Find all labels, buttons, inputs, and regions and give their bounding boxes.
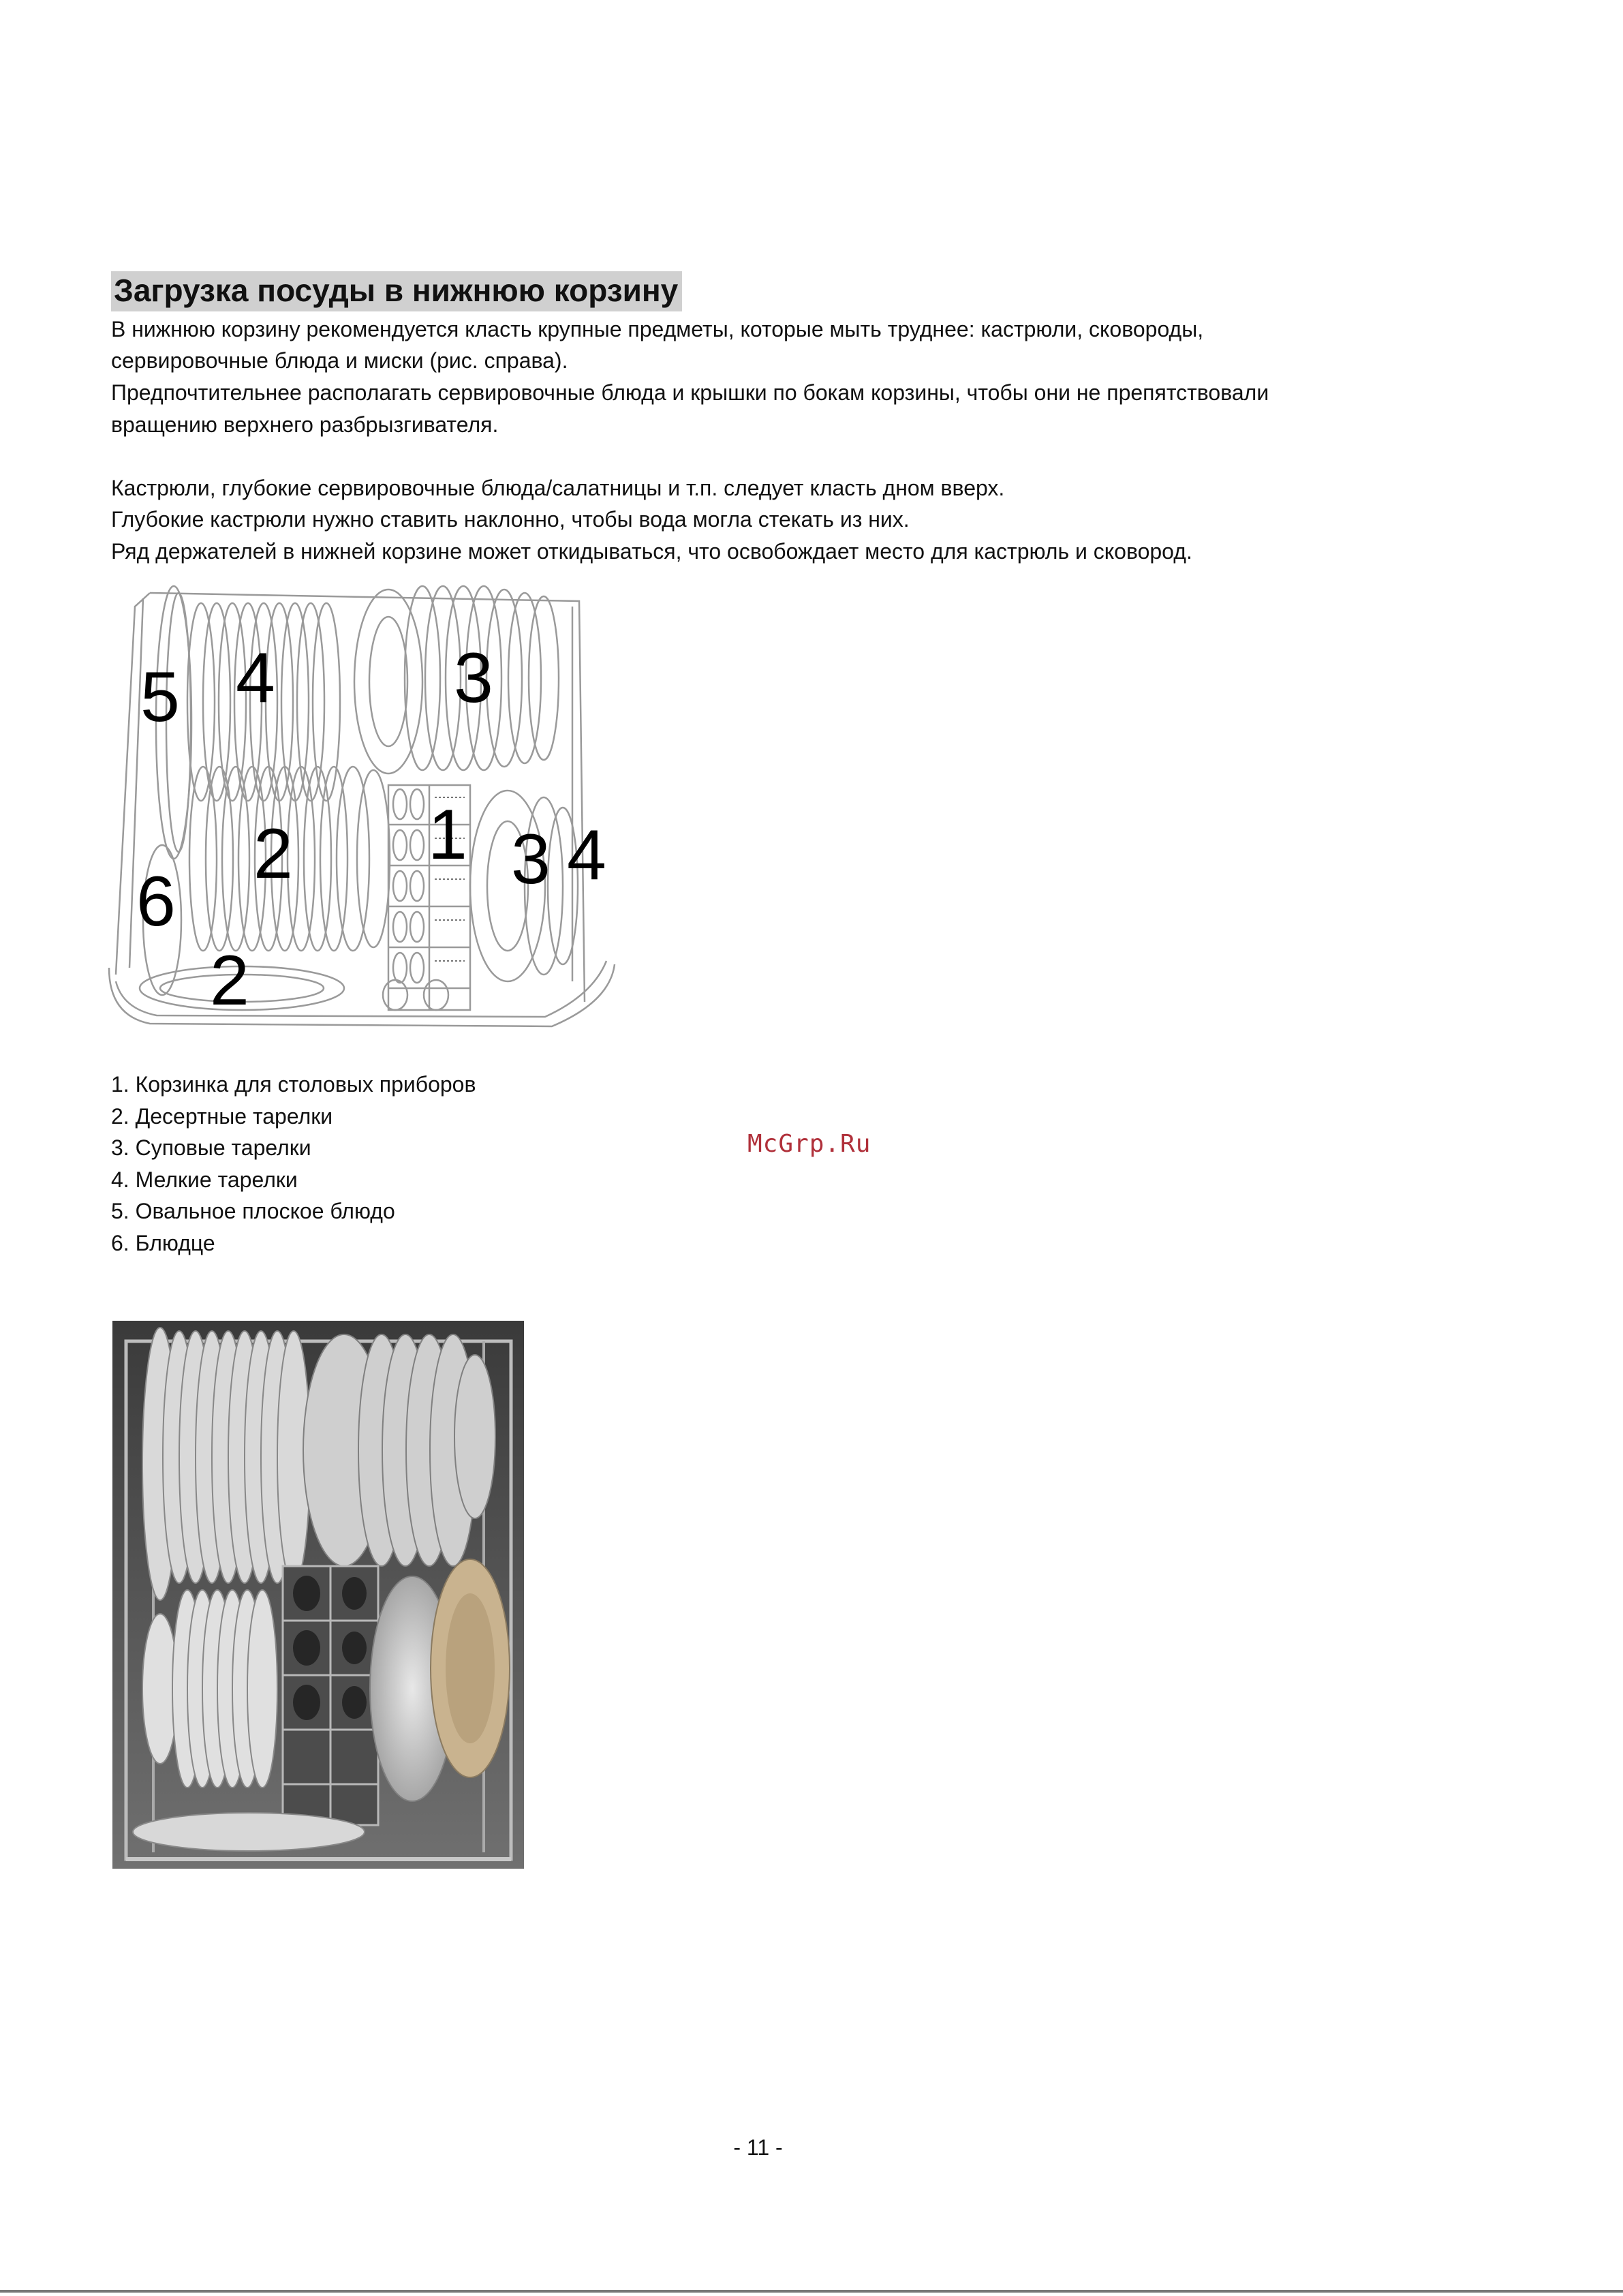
page-number: - 11 - xyxy=(733,2135,783,2160)
label-6: 6 xyxy=(136,862,176,941)
label-2-mid: 2 xyxy=(253,814,293,893)
legend-item: 5. Овальное плоское блюдо xyxy=(111,1199,395,1223)
legend-item: 4. Мелкие тарелки xyxy=(111,1167,298,1192)
paragraph-line: Ряд держателей в нижней корзине может откидываться, что освобождает место для кастрюль и сковород. xyxy=(111,539,1192,564)
paragraph-line: Глубокие кастрюли нужно ставить наклонно, чтобы вода могла стекать из них. xyxy=(111,507,910,532)
paragraph-line: В нижнюю корзину рекомендуется класть крупные предметы, которые мыть труднее: кастрюли, сковороды, xyxy=(111,317,1204,341)
legend-item: 2. Десертные тарелки xyxy=(111,1103,333,1129)
label-5: 5 xyxy=(140,658,180,737)
bottom-rule xyxy=(0,2290,1623,2293)
label-2-bottom: 2 xyxy=(210,941,249,1020)
watermark: McGrp.Ru xyxy=(747,1130,871,1158)
legend-item: 1. Корзинка для столовых приборов xyxy=(111,1072,476,1097)
paragraph-line: Кастрюли, глубокие сервировочные блюда/салатницы и т.п. следует класть дном вверх. xyxy=(111,476,1005,500)
label-3-right: 3 xyxy=(511,820,551,899)
loaded-basket-photo xyxy=(112,1321,524,1869)
lower-basket-diagram xyxy=(102,566,620,1036)
paragraph-line: вращению верхнего разбрызгивателя. xyxy=(111,412,499,437)
legend-item: 3. Суповые тарелки xyxy=(111,1135,311,1160)
label-4-right: 4 xyxy=(567,816,606,895)
label-1: 1 xyxy=(428,795,467,874)
section-title: Загрузка посуды в нижнюю корзину xyxy=(111,271,682,311)
label-3-top: 3 xyxy=(454,639,493,718)
paragraph-line: сервировочные блюда и миски (рис. справа). xyxy=(111,348,568,373)
legend-list xyxy=(111,1069,476,1259)
paragraph-line: Предпочтительнее располагать сервировочные блюда и крышки по бокам корзины, чтобы они не препятствовали xyxy=(111,380,1269,405)
legend-item: 6. Блюдце xyxy=(111,1230,215,1255)
label-4-top: 4 xyxy=(236,639,275,718)
